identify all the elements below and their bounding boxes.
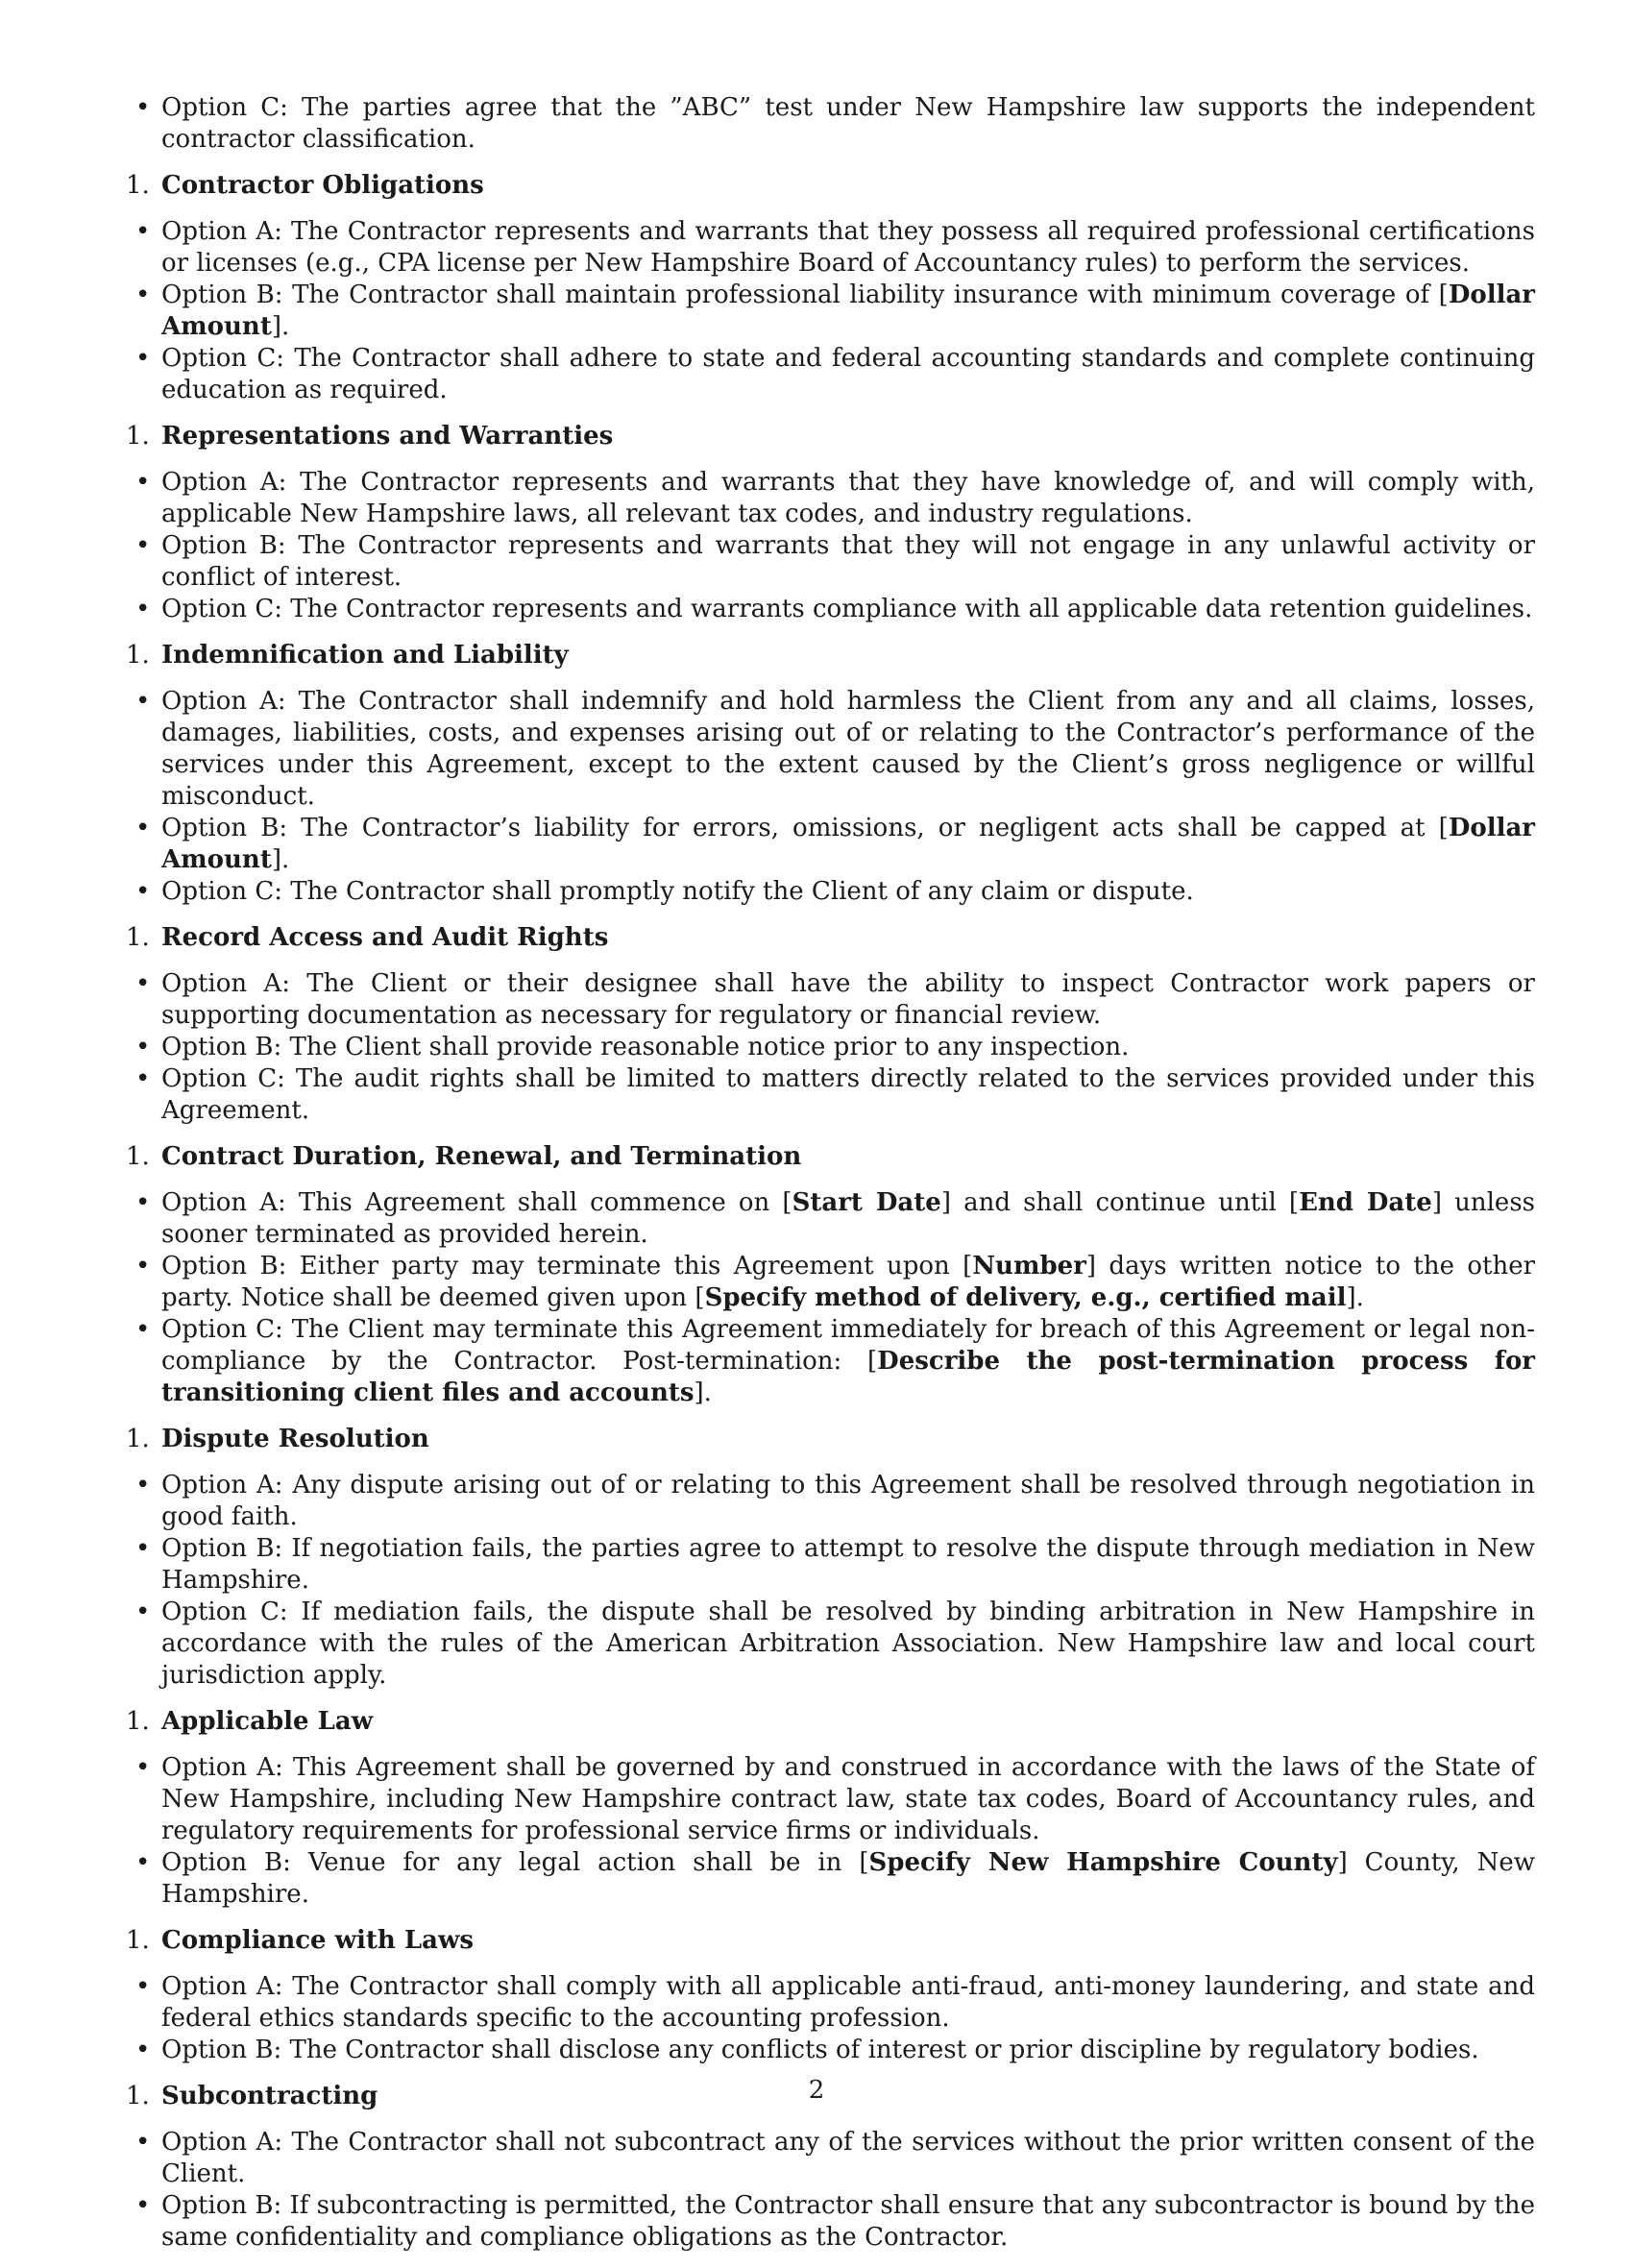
section-heading [126, 640, 1535, 671]
option-item [126, 876, 1535, 908]
placeholder-field: Dollar Amount [161, 814, 1535, 874]
option-item [126, 2190, 1535, 2254]
option-item [126, 1533, 1535, 1597]
clause-section [126, 1424, 1535, 1692]
option-text: Option C: If mediation fails, the dispute shall be resolved by binding arbitration in New Hampshire in accordance with the rules of the American Arbitration Association. New Hampshire law and local court jurisdiction apply. [161, 1597, 1535, 1690]
option-text: Option A: The Client or their designee shall have the ability to inspect Contractor work papers or supporting documentation as necessary for regulatory or financial review. [161, 969, 1535, 1030]
section-heading [126, 1925, 1535, 1957]
section-title: Contractor Obligations [161, 171, 484, 200]
option-list [126, 1752, 1535, 1911]
option-text: Option A: Any dispute arising out of or relating to this Agreement shall be resolved through negotiation in good faith. [161, 1471, 1535, 1531]
placeholder-field: Specify New Hampshire County [868, 1848, 1338, 1877]
option-text: Option C: The Contractor shall promptly notify the Client of any claim or dispute. [161, 877, 1194, 906]
option-text: Option A: The Contractor shall comply with all applicable anti-fraud, anti-money laundering, and state and federal ethics standards specific to the accounting profession. [161, 1972, 1535, 2033]
option-item [126, 343, 1535, 406]
section-heading [126, 170, 1535, 202]
option-text: Option C: The Client may terminate this Agreement immediately for breach of this Agreement or legal non-compliance by the Contractor. Post-termination: [Describe the post-termination process for transitioning client files and accounts]. [161, 1315, 1535, 1407]
intro-option-list [126, 92, 1535, 156]
option-item [126, 2035, 1535, 2066]
option-item [126, 1597, 1535, 1692]
section-title: Applicable Law [161, 1707, 374, 1736]
option-text: Option C: The Contractor represents and warrants compliance with all applicable data retention guidelines. [161, 595, 1533, 623]
option-item [126, 1470, 1535, 1533]
section-heading [126, 1706, 1535, 1738]
clause-section [126, 1925, 1535, 2066]
option-item [126, 594, 1535, 625]
option-text: Option B: If negotiation fails, the parties agree to attempt to resolve the dispute through mediation in New Hampshire. [161, 1534, 1535, 1595]
option-text: Option C: The parties agree that the ”ABC” test under New Hampshire law supports the independent contractor classification. [161, 93, 1535, 154]
clause-section [126, 1706, 1535, 1911]
placeholder-field: End Date [1299, 1188, 1432, 1217]
section-title: Record Access and Audit Rights [161, 923, 609, 952]
option-item [126, 1971, 1535, 2035]
option-item [126, 280, 1535, 343]
section-number: 1. [126, 1926, 150, 1955]
placeholder-field: Describe the post-termination process for transitioning client files and accounts [161, 1347, 1535, 1407]
option-text: Option B: The Contractor’s liability for errors, omissions, or negligent acts shall be capped at [Dollar Amount]. [161, 814, 1535, 874]
option-text: Option B: The Contractor shall maintain professional liability insurance with minimum coverage of [Dollar Amount]. [161, 280, 1535, 341]
option-text: Option A: The Contractor shall indemnify and hold harmless the Client from any and all claims, losses, damages, liabilities, costs, and expenses arising out of or relating to the Contractor’s performance of the services under this Agreement, except to the extent caused by the Client’s gross negligence or willful misconduct. [161, 687, 1535, 811]
option-text: Option C: The audit rights shall be limited to matters directly related to the services provided under this Agreement. [161, 1064, 1535, 1125]
option-text: Option B: Venue for any legal action shall be in [Specify New Hampshire County] County, New Hampshire. [161, 1848, 1535, 1909]
placeholder-field: Specify method of delivery, e.g., certified mail [704, 1283, 1347, 1312]
sections-container [126, 170, 1535, 2254]
option-list [126, 1971, 1535, 2066]
option-item [126, 1314, 1535, 1409]
placeholder-field: Dollar Amount [161, 280, 1535, 341]
clause-section [126, 1141, 1535, 1409]
section-title: Indemnification and Liability [161, 641, 569, 670]
option-item [126, 1847, 1535, 1911]
section-number: 1. [126, 2082, 150, 2110]
placeholder-field: Number [972, 1252, 1086, 1280]
section-number: 1. [126, 422, 150, 451]
option-text: Option A: The Contractor shall not subcontract any of the services without the prior written consent of the Client. [161, 2128, 1535, 2188]
section-title: Compliance with Laws [161, 1926, 475, 1955]
clause-section [126, 421, 1535, 625]
option-text: Option B: The Client shall provide reasonable notice prior to any inspection. [161, 1033, 1130, 1061]
option-text: Option B: If subcontracting is permitted, the Contractor shall ensure that any subcontractor is bound by the same confidentiality and compliance obligations as the Contractor. [161, 2191, 1536, 2252]
section-number: 1. [126, 641, 150, 670]
section-number: 1. [126, 1425, 150, 1453]
option-list [126, 467, 1535, 625]
section-heading [126, 1141, 1535, 1173]
option-text: Option A: The Contractor represents and warrants that they have knowledge of, and will comply with, applicable New Hampshire laws, all relevant tax codes, and industry regulations. [161, 468, 1535, 528]
option-list [126, 216, 1535, 406]
option-item [126, 216, 1535, 280]
option-item [126, 1752, 1535, 1847]
option-list [126, 2127, 1535, 2254]
page-number: 2 [808, 2076, 825, 2105]
option-item [126, 813, 1535, 876]
placeholder-field: Start Date [792, 1188, 941, 1217]
option-item [126, 92, 1535, 156]
clause-section [126, 2081, 1535, 2254]
section-heading [126, 922, 1535, 954]
option-list [126, 1470, 1535, 1692]
option-text: Option C: The Contractor shall adhere to state and federal accounting standards and complete continuing education as required. [161, 344, 1535, 404]
option-item [126, 1063, 1535, 1127]
section-title: Dispute Resolution [161, 1425, 429, 1453]
section-number: 1. [126, 1707, 150, 1736]
section-title: Contract Duration, Renewal, and Termination [161, 1142, 802, 1171]
clause-section [126, 922, 1535, 1127]
option-text: Option B: The Contractor represents and warrants that they will not engage in any unlawful activity or conflict of interest. [161, 531, 1535, 592]
option-text: Option A: This Agreement shall be governed by and construed in accordance with the laws of the State of New Hampshire, including New Hampshire contract law, state tax codes, Board of Accountancy rules, and regulatory requirements for professional service firms or individuals. [161, 1753, 1535, 1845]
option-text: Option A: The Contractor represents and warrants that they possess all required professional certifications or licenses (e.g., CPA license per New Hampshire Board of Accountancy rules) to perform the services. [161, 217, 1535, 278]
option-item [126, 1032, 1535, 1063]
option-list [126, 968, 1535, 1127]
option-item [126, 530, 1535, 594]
option-list [126, 1187, 1535, 1409]
option-item [126, 2127, 1535, 2190]
clause-section [126, 640, 1535, 908]
section-number: 1. [126, 171, 150, 200]
option-text: Option A: This Agreement shall commence on [Start Date] and shall continue until [End Date] unless sooner terminated as provided herein. [161, 1188, 1536, 1249]
option-item [126, 1251, 1535, 1314]
option-text: Option B: Either party may terminate this Agreement upon [Number] days written notice to the other party. Notice shall be deemed given upon [Specify method of delivery, e.g., certified mail]. [161, 1252, 1536, 1312]
option-item [126, 686, 1535, 813]
option-item [126, 1187, 1535, 1251]
section-title: Representations and Warranties [161, 422, 614, 451]
section-number: 1. [126, 1142, 150, 1171]
option-text: Option B: The Contractor shall disclose any conflicts of interest or prior discipline by regulatory bodies. [161, 2036, 1479, 2064]
document-page [126, 92, 1535, 2268]
section-title: Subcontracting [161, 2082, 378, 2110]
section-heading [126, 421, 1535, 452]
section-heading [126, 1424, 1535, 1455]
option-item [126, 968, 1535, 1032]
option-item [126, 467, 1535, 530]
option-list [126, 686, 1535, 908]
section-number: 1. [126, 923, 150, 952]
clause-section [126, 170, 1535, 406]
